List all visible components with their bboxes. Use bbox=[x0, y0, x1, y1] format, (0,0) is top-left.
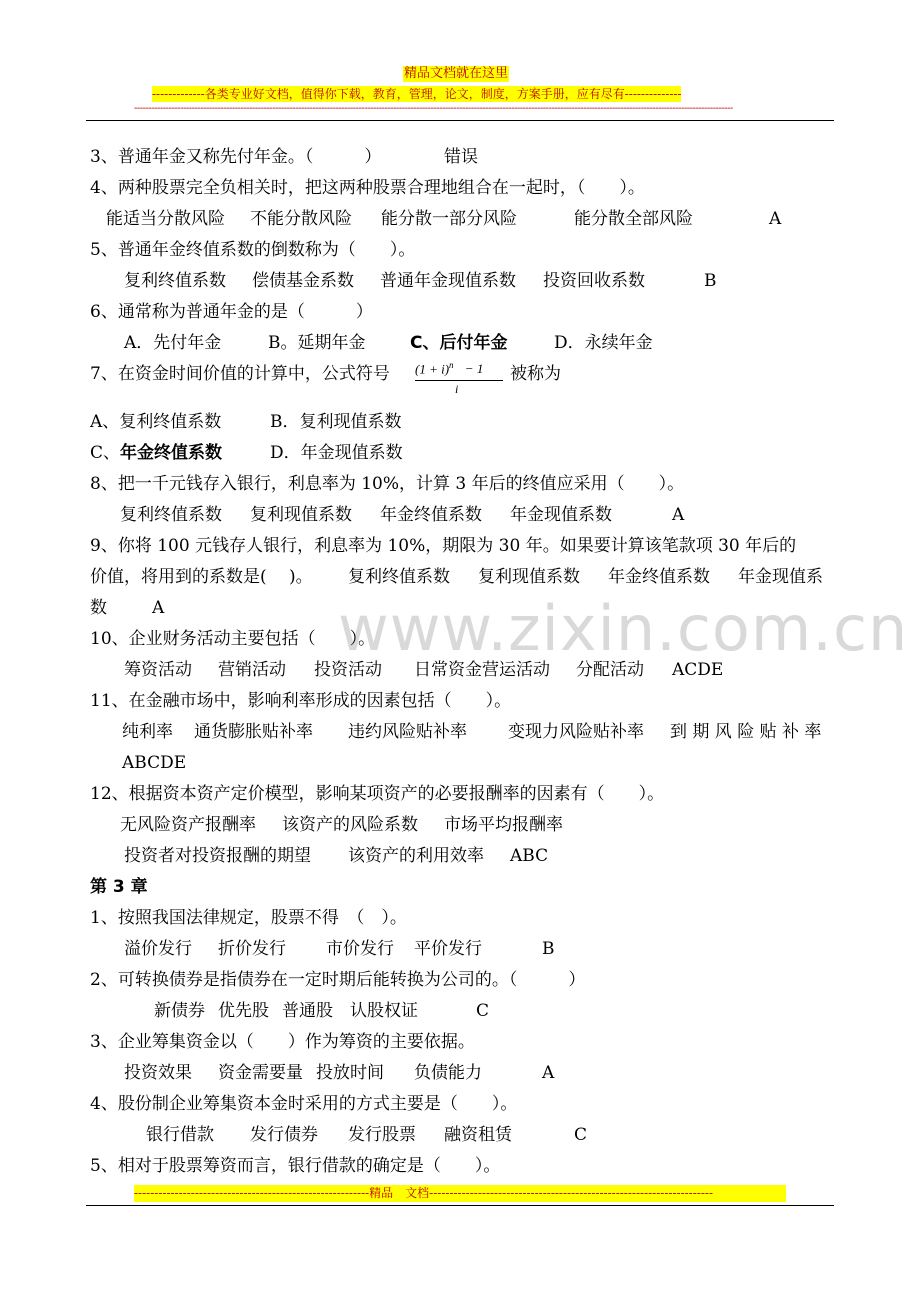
option: 偿债基金系数 bbox=[252, 271, 354, 291]
question-text: 7、在资金时间价值的计算中，公式符号 bbox=[90, 364, 390, 384]
question-text: 4、两种股票完全负相关时，把这两种股票合理地组合在一起时，（ ）。 bbox=[90, 178, 645, 198]
answer: A bbox=[672, 505, 685, 525]
option: 投资活动 bbox=[314, 660, 382, 680]
answer: ACDE bbox=[672, 660, 724, 680]
option: 通货膨胀贴补率 bbox=[194, 722, 313, 742]
option: A、复利终值系数 bbox=[90, 412, 222, 432]
formula-numerator bbox=[415, 360, 483, 377]
question-text: 8、把一千元钱存入银行，利息率为 10%，计算 3 年后的终值应采用（ ）。 bbox=[90, 474, 685, 494]
option: 新债券 bbox=[154, 1001, 205, 1021]
option: 年金现值系数 bbox=[510, 505, 612, 525]
answer: C bbox=[574, 1125, 588, 1145]
option: 优先股 bbox=[218, 1001, 269, 1021]
watermark: www.zixin.com.cn bbox=[338, 592, 909, 665]
option: 溢价发行 bbox=[124, 939, 192, 959]
option: 年金终值系数 bbox=[608, 567, 710, 587]
question-text: 5、普通年金终值系数的倒数称为（ ）。 bbox=[90, 240, 416, 260]
question-text: 6、通常称为普通年金的是（ ） bbox=[90, 302, 373, 322]
option: 复利现值系数 bbox=[250, 505, 352, 525]
option-prefix: C、 bbox=[90, 443, 121, 463]
option: 折价发行 bbox=[218, 939, 286, 959]
question-text: 12、根据资本资产定价模型，影响某项资产的必要报酬率的因素有（ ）。 bbox=[90, 784, 665, 804]
option: 平价发行 bbox=[414, 939, 482, 959]
option: 年金现值系 bbox=[738, 567, 823, 587]
header-tagline: -------------各类专业好文档，值得你下载，教育，管理，论文，制度，方案手册，应有尽有-------------- bbox=[152, 87, 682, 101]
annuity-formula bbox=[413, 360, 509, 400]
answer: ABC bbox=[510, 846, 549, 866]
option: 能分散一部分风险 bbox=[381, 209, 517, 229]
question-text-tail: 被称为 bbox=[510, 364, 561, 384]
footer-banner: ----------------------------------------------------------精品 文档---------------------------------------------------------------------- bbox=[134, 1185, 786, 1202]
footer-rule bbox=[86, 1205, 834, 1206]
option: 市场平均报酬率 bbox=[444, 815, 563, 835]
option: 复利终值系数 bbox=[124, 271, 226, 291]
option: 发行股票 bbox=[348, 1125, 416, 1145]
question-text: 1、按照我国法律规定，股票不得 （ ）。 bbox=[90, 908, 407, 928]
option: 不能分散风险 bbox=[250, 209, 352, 229]
option: 负债能力 bbox=[414, 1063, 482, 1083]
option: 变现力风险贴补率 bbox=[508, 722, 644, 742]
option: 复利终值系数 bbox=[348, 567, 450, 587]
option-correct: 年金终值系数 bbox=[120, 443, 222, 463]
answer: ABCDE bbox=[122, 753, 187, 773]
answer: 错误 bbox=[444, 147, 478, 167]
option: 该资产的风险系数 bbox=[282, 815, 418, 835]
option: 市价发行 bbox=[326, 939, 394, 959]
answer: B bbox=[542, 939, 555, 959]
option: 能适当分散风险 bbox=[106, 209, 225, 229]
option: 该资产的利用效率 bbox=[348, 846, 484, 866]
header-title: 精品文档就在这里 bbox=[404, 66, 509, 81]
option: 日常资金营运活动 bbox=[414, 660, 550, 680]
question-text: 10、企业财务活动主要包括（ ）。 bbox=[90, 629, 376, 649]
formula-minus: − 1 bbox=[464, 361, 484, 377]
header-dashes: ---------------------------------------------------------------------------------------------------------------------------------------------------------------------------------------------------------------- bbox=[134, 104, 733, 114]
option: 投资效果 bbox=[124, 1063, 192, 1083]
question-text: 3、普通年金又称先付年金。（ ） bbox=[90, 147, 382, 167]
option: B。延期年金 bbox=[268, 333, 366, 353]
option: 能分散全部风险 bbox=[574, 209, 693, 229]
option: 年金终值系数 bbox=[380, 505, 482, 525]
option: 营销活动 bbox=[218, 660, 286, 680]
option-correct: C、后付年金 bbox=[410, 333, 508, 353]
header-rule bbox=[86, 120, 834, 121]
option: 融资租赁 bbox=[444, 1125, 512, 1145]
option: 分配活动 bbox=[576, 660, 644, 680]
option: 发行债券 bbox=[250, 1125, 318, 1145]
chapter-title: 第 3 章 bbox=[90, 877, 148, 897]
option: 普通年金现值系数 bbox=[380, 271, 516, 291]
option: D．年金现值系数 bbox=[270, 443, 403, 463]
option: B．复利现值系数 bbox=[270, 412, 402, 432]
formula-denominator: i bbox=[455, 382, 459, 396]
option: 违约风险贴补率 bbox=[348, 722, 467, 742]
answer: C bbox=[476, 1001, 490, 1021]
question-text: 9、你将 100 元钱存人银行，利息率为 10%，期限为 30 年。如果要计算该笔款项 30 年后的 bbox=[90, 536, 797, 556]
question-text: 数 bbox=[90, 598, 107, 618]
option: 资金需要量 bbox=[218, 1063, 303, 1083]
option: 纯利率 bbox=[122, 722, 173, 742]
option: 银行借款 bbox=[146, 1125, 214, 1145]
question-text: 2、可转换债券是指债券在一定时期后能转换为公司的。（ ） bbox=[90, 970, 586, 990]
question-text: 价值，将用到的系数是( )。 bbox=[90, 567, 313, 587]
question-text: 3、企业筹集资金以（ ）作为筹资的主要依据。 bbox=[90, 1032, 475, 1052]
option: 投放时间 bbox=[316, 1063, 384, 1083]
question-text: 5、相对于股票筹资而言，银行借款的确定是（ ）。 bbox=[90, 1156, 501, 1176]
answer: B bbox=[704, 271, 717, 291]
option: 普通股 bbox=[282, 1001, 333, 1021]
option: A．先付年金 bbox=[124, 333, 222, 353]
option: 复利现值系数 bbox=[478, 567, 580, 587]
option: 投资者对投资报酬的期望 bbox=[124, 846, 311, 866]
question-text: 11、在金融市场中，影响利率形成的因素包括（ ）。 bbox=[90, 691, 512, 711]
answer: A bbox=[542, 1063, 555, 1083]
option: 无风险资产报酬率 bbox=[120, 815, 256, 835]
option: 筹资活动 bbox=[124, 660, 192, 680]
answer: A bbox=[152, 598, 165, 618]
answer: A bbox=[769, 209, 782, 229]
formula-exponent: n bbox=[449, 360, 454, 370]
option: 认股权证 bbox=[350, 1001, 418, 1021]
option: 复利终值系数 bbox=[120, 505, 222, 525]
question-text: 4、股份制企业筹集资本金时采用的方式主要是（ ）。 bbox=[90, 1094, 518, 1114]
option: 投资回收系数 bbox=[543, 271, 645, 291]
option: D．永续年金 bbox=[554, 333, 653, 353]
formula-base: (1 + i) bbox=[415, 361, 450, 377]
fraction-bar bbox=[415, 380, 503, 381]
option: 到 期 风 险 贴 补 率 bbox=[670, 722, 822, 742]
